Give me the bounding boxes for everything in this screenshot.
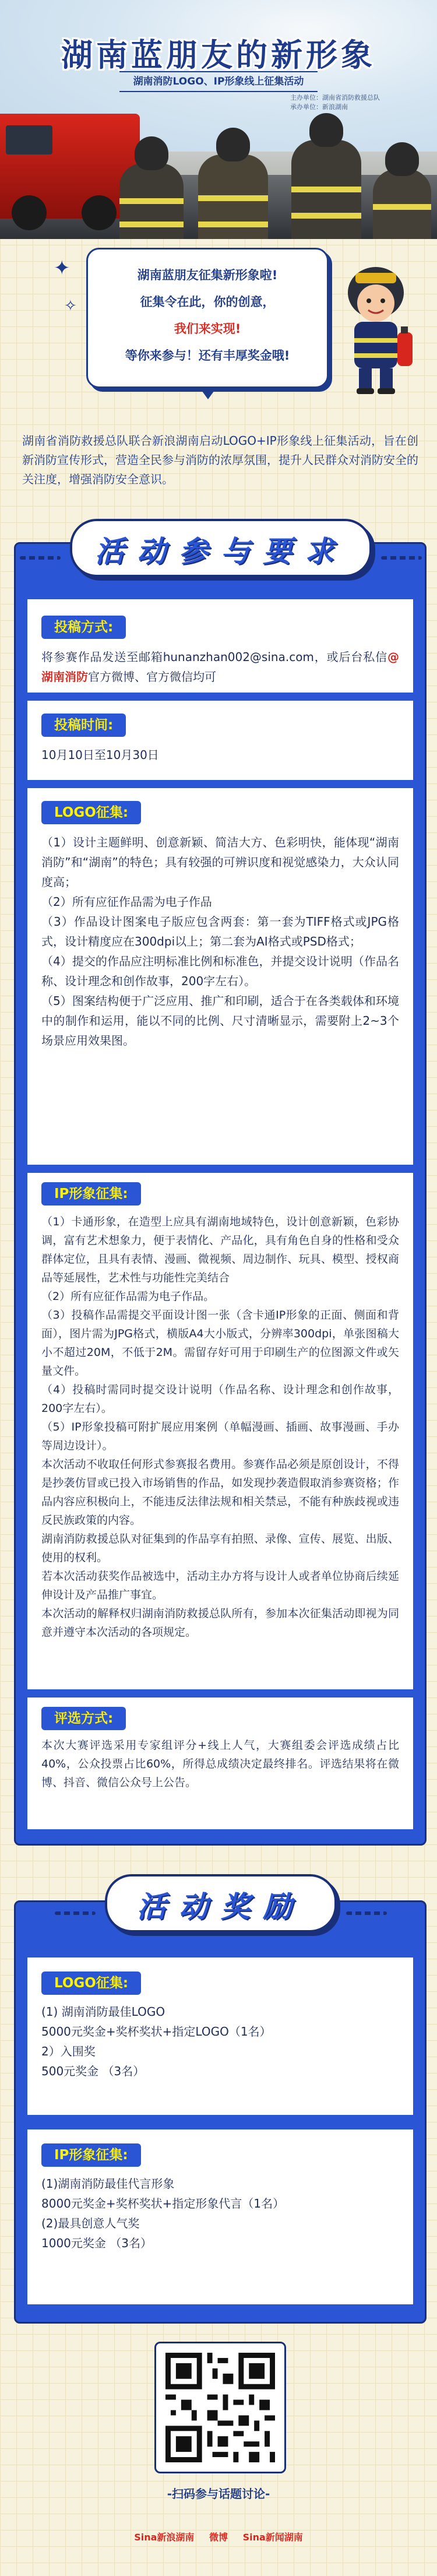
firefighter-mascot-icon — [332, 262, 420, 396]
qr-caption: -扫码参与话题讨论- — [167, 2487, 270, 2501]
page-subtitle: 湖南消防LOGO、IP形象线上征集活动 — [119, 71, 318, 92]
reward-line: (1) 湖南消防最佳LOGO — [41, 2005, 165, 2019]
submit-method-tag: 投稿方式: — [41, 616, 126, 639]
reward-line: 5000元奖金+奖杯奖状+指定LOGO（1名） — [41, 2025, 272, 2039]
section-heading-rewards: 活动奖励 — [105, 1874, 337, 1932]
divider-strip — [27, 780, 413, 788]
weibo-link[interactable]: @湖南消防 — [41, 650, 399, 684]
logo-rewards-box — [27, 1958, 413, 2115]
firefighter-figure — [119, 163, 184, 239]
rules-paragraph: 湖南消防救援总队对征集到的作品享有拍照、录像、宣传、展览、出版、使用的权利。 — [41, 1533, 399, 1564]
footer-logos — [0, 2530, 437, 2543]
submit-time-tag: 投稿时间: — [41, 714, 126, 737]
bubble-line: 湖南蓝朋友征集新形象啦! — [137, 268, 278, 282]
ip-requirement-item: （3）投稿作品需提交平面设计图一张（含卡通IP形象的正面、侧面和背面），图片需为JPG格式，横版A4大小版式，分辨率300dpi，单张图稿大小不超过20M，不低于2M。需留存好可用于印刷生产的位图源文件或矢量文件。 — [41, 1309, 399, 1377]
ip-requirements-tag: IP形象征集: — [41, 1182, 141, 1206]
logo-rewards-tag: LOGO征集: — [41, 1971, 141, 1995]
ip-requirement-item: （2）所有应征作品需为电子作品。 — [41, 1290, 215, 1303]
reward-line: 500元奖金 （3名） — [41, 2064, 145, 2078]
logo-requirement-item: （2）所有应征作品需为电子作品 — [41, 895, 212, 909]
reward-line: 1000元奖金 （3名） — [41, 2236, 152, 2250]
requirements-panel — [14, 542, 427, 1846]
bubble-line: 征集令在此，你的创意， — [140, 295, 275, 309]
logo-rewards-list — [41, 2002, 399, 2081]
section-heading-requirements: 活动参与要求 — [70, 519, 372, 577]
ip-requirements-list — [41, 1213, 399, 1642]
organizer-line: 承办单位：新浪湖南 — [290, 103, 348, 111]
requirements-content — [27, 599, 413, 1829]
logo-requirement-item: （1）设计主题鲜明、创意新颖、简洁大方、色彩明快，能体现“湖南消防”和“湖南”的特色；具有较强的可辨识度和视觉感染力，大众认同度高； — [41, 835, 399, 889]
weibo-logo: 微博 — [209, 2532, 228, 2543]
speech-bubble — [86, 248, 329, 388]
logo-requirement-item: （3）作品设计图案电子版应包含两套：第一套为TIFF格式或JPG格式，设计精度应在300dpi以上；第二套为AI格式或PSD格式； — [41, 915, 399, 948]
logo-requirement-item: （4）提交的作品应注明标准比例和标准色，并提交设计说明（作品名称、设计理念和创作故事，200字左右）。 — [41, 954, 399, 988]
submit-method-text: 将参赛作品发送至邮箱hunanzhan002@sina.com，或后台私信@湖南消防官方微博、官方微信均可 — [41, 650, 399, 684]
sparkle-icon: ✧ — [64, 297, 77, 315]
rewards-panel — [14, 1900, 427, 2324]
intro-paragraph: 湖南省消防救援总队联合新浪湖南启动LOGO+IP形象线上征集活动，旨在创新消防宣传形式，营造全民参与消防的浓厚氛围，提升人民群众对消防安全的关注度，增强消防安全意识。 — [22, 434, 418, 486]
rules-paragraph: 本次活动不收取任何形式参赛报名费用。参赛作品必须是原创设计，不得是抄袭仿冒或已投入市场销售的作品，如发现抄袭造假取消参赛资格；作品内容应积极向上，不能违反法律法规和相关禁忌，不能有种族歧视或违反民族政策的内容。 — [41, 1458, 399, 1527]
firefighter-figure — [198, 154, 268, 239]
divider-strip — [27, 1689, 413, 1698]
reward-line: 2）入围奖 — [41, 2044, 96, 2058]
sina-hunan-logo: Sina新浪湖南 — [134, 2532, 195, 2543]
bubble-line: 我们来实现! — [174, 322, 241, 336]
judging-text: 本次大赛评选采用专家组评分+线上人气，大赛组委会评选成绩占比40%，公众投票占比60%，所得总成绩决定最终排名。评选结果将在微博、抖音、微信公众号上公告。 — [41, 1739, 399, 1789]
ip-rewards-tag: IP形象征集: — [41, 2143, 141, 2167]
sparkle-icon: ✦ — [54, 256, 71, 280]
ip-requirement-item: （1）卡通形象，在造型上应具有湖南地域特色，设计创意新颖，色彩协调，富有艺术想象力，便于表情化、产品化，具有角色自身的性格和受众群体定位，且具有表情、漫画、微视频、周边制作、玩具、模型、授权商品等延展性，艺术性与功能性完美结合 — [41, 1215, 399, 1284]
bubble-line: 等你来参与！还有丰厚奖金哦! — [125, 349, 290, 363]
organizer-line: 主办单位：湖南省消防救援总队 — [290, 94, 380, 101]
logo-requirements-list — [41, 832, 399, 1050]
judging-tag: 评选方式: — [41, 1707, 126, 1730]
ip-rewards-box — [27, 2129, 413, 2304]
firefighter-figure — [373, 169, 431, 239]
reward-line: 8000元奖金+奖杯奖状+指定形象代言（1名） — [41, 2197, 285, 2210]
rules-paragraph: 若本次活动获奖作品被选中，活动主办方将与设计人或者单位协商后续延伸设计及产品推广事宜。 — [41, 1570, 399, 1601]
ip-rewards-list — [41, 2174, 399, 2253]
fire-truck-image — [0, 114, 140, 219]
ip-requirement-item: （4）投稿时需同时提交设计说明（作品名称、设计理念和创作故事，200字左右）。 — [41, 1383, 399, 1415]
firefighter-figure — [291, 140, 361, 239]
page-title: 湖南蓝朋友的新形象 — [61, 37, 376, 73]
divider-strip — [27, 1165, 413, 1173]
logo-requirements-tag: LOGO征集: — [41, 801, 141, 824]
rules-paragraph: 本次活动的解释权归湖南消防救援总队所有，参加本次征集活动即视为同意并遵守本次活动的各项规定。 — [41, 1607, 399, 1639]
qr-code-icon[interactable] — [165, 2353, 275, 2462]
divider-strip — [27, 693, 413, 701]
sina-news-hunan-logo: Sina新闻湖南 — [242, 2532, 303, 2543]
reward-line: (2)最具创意人气奖 — [41, 2216, 140, 2230]
logo-requirement-item: （5）图案结构便于广泛应用、推广和印刷，适合于在各类载体和环境中的制作和运用，能以不同的比例、尺寸清晰显示，需要附上2~3个场景应用效果图。 — [41, 994, 399, 1048]
ip-requirement-item: （5）IP形象投稿可附扩展应用案例（单幅漫画、插画、故事漫画、手办等周边设计）。 — [41, 1421, 399, 1452]
qr-code-frame[interactable] — [154, 2342, 286, 2473]
submit-time-text: 10月10日至10月30日 — [41, 748, 159, 762]
reward-line: (1)湖南消防最佳代言形象 — [41, 2177, 175, 2191]
organizer-info — [290, 93, 380, 112]
